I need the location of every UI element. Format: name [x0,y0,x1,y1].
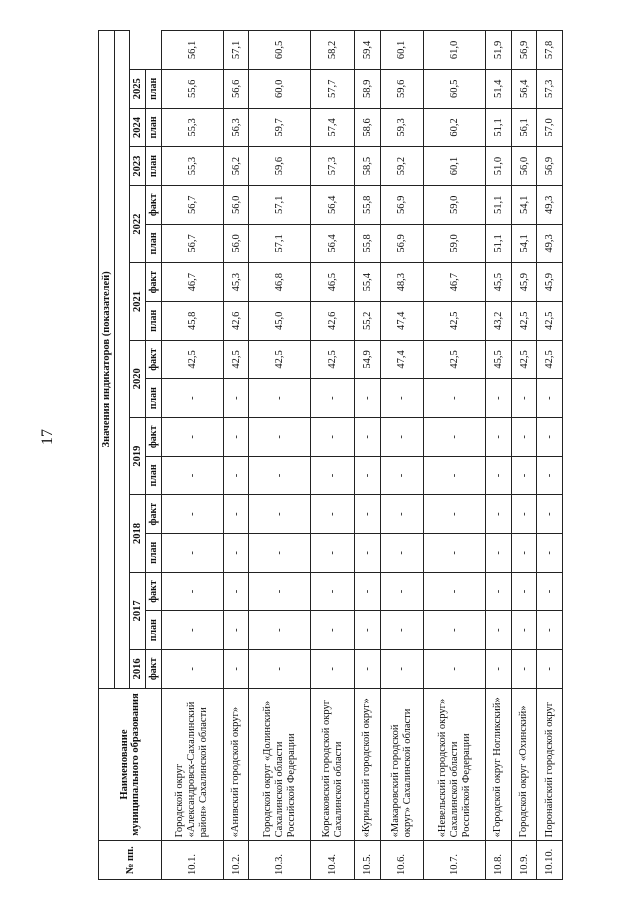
indicator-value: - [511,495,537,534]
indicator-value: 55,2 [354,301,380,340]
indicator-value: - [486,572,512,611]
indicator-value: - [537,379,563,418]
indicator-value: - [249,572,311,611]
indicator-value: - [424,572,486,611]
indicator-value: - [223,650,249,689]
indicator-value: - [354,379,380,418]
indicator-value: 57,1 [249,185,311,224]
header-plan: план [146,456,162,495]
row-number: 10.9. [511,841,537,880]
indicator-value: 59,6 [249,147,311,186]
indicator-value: - [311,456,355,495]
indicator-value: 57,8 [537,31,563,70]
indicator-value: - [511,572,537,611]
indicator-value: 56,2 [223,147,249,186]
indicator-value: - [537,456,563,495]
indicator-value: - [511,379,537,418]
indicator-value: 60,5 [424,69,486,108]
header-year-2021: 2021 [130,263,146,340]
indicator-value: 57,3 [537,69,563,108]
indicator-value: 49,3 [537,185,563,224]
indicator-value: - [354,456,380,495]
indicator-value: - [424,650,486,689]
indicator-value: - [162,417,224,456]
indicator-value: - [537,650,563,689]
indicator-value: - [486,611,512,650]
indicator-value: - [424,611,486,650]
indicator-value: - [424,456,486,495]
indicator-value: - [162,379,224,418]
header-plan: план [146,224,162,263]
table-row [249,31,311,880]
header-plan: план [146,533,162,572]
indicator-value: 58,6 [354,108,380,147]
row-number: 10.5. [354,841,380,880]
indicator-value: 45,0 [249,301,311,340]
table-body [162,31,563,880]
indicator-value: 45,5 [486,263,512,302]
indicator-value: 51,1 [486,108,512,147]
header-num: № пп. [99,841,162,880]
row-number: 10.3. [249,841,311,880]
indicator-value: - [424,533,486,572]
indicator-value: 61,0 [424,31,486,70]
row-number: 10.4. [311,841,355,880]
indicator-value: - [354,495,380,534]
indicator-value: - [249,417,311,456]
indicator-value: 57,1 [223,31,249,70]
indicator-value: 59,7 [249,108,311,147]
indicator-value: 56,7 [162,224,224,263]
indicator-value: 42,5 [424,340,486,379]
indicator-value: - [486,456,512,495]
indicator-value: 42,5 [537,340,563,379]
indicator-value: - [223,417,249,456]
header-fact: факт [146,650,162,689]
indicator-value: - [223,572,249,611]
header-plan: план [146,379,162,418]
indicator-value: 46,7 [162,263,224,302]
indicator-value: - [223,533,249,572]
indicator-value: - [424,417,486,456]
indicator-value: - [511,650,537,689]
indicator-value: - [162,650,224,689]
municipality-name: «Курильский городской округ» [354,688,380,841]
municipality-name: Городской округ «Александровск-Сахалинский район» Сахалинской области [162,688,224,841]
indicator-value: 45,8 [162,301,224,340]
header-fact: факт [146,572,162,611]
indicator-value: 59,6 [380,69,424,108]
indicator-value: 57,1 [249,224,311,263]
indicator-value: 45,9 [537,263,563,302]
indicator-value: 51,9 [486,31,512,70]
indicator-value: 51,0 [486,147,512,186]
row-number: 10.6. [380,841,424,880]
indicator-value: 47,4 [380,301,424,340]
indicator-value: - [162,533,224,572]
indicator-value: - [311,611,355,650]
indicator-value: - [311,572,355,611]
indicator-value: 56,6 [223,69,249,108]
indicator-value: 60,5 [249,31,311,70]
municipality-name: «Макаровский городской округ» Сахалинской области [380,688,424,841]
indicator-value: 58,2 [311,31,355,70]
indicator-value: - [354,572,380,611]
table-row [486,31,512,880]
row-number: 10.10. [537,841,563,880]
indicator-value: - [424,495,486,534]
header-plan: план [146,611,162,650]
indicator-value: 57,4 [311,108,355,147]
indicator-value: - [162,572,224,611]
table-row [511,31,537,880]
indicator-value: 56,7 [162,185,224,224]
indicator-value: 48,3 [380,263,424,302]
indicator-value: - [511,533,537,572]
header-year-2022: 2022 [130,185,146,262]
indicator-value: - [223,456,249,495]
header-values-group: Значения индикаторов (показателей) [99,31,115,689]
row-number: 10.8. [486,841,512,880]
indicator-value: 42,5 [162,340,224,379]
indicator-value: - [380,495,424,534]
indicator-value: 43,2 [486,301,512,340]
indicator-value: 46,5 [311,263,355,302]
indicator-value: 56,9 [380,224,424,263]
indicator-value: 45,5 [486,340,512,379]
table-row [537,31,563,880]
indicator-value: 54,1 [511,185,537,224]
indicator-value: 42,5 [223,340,249,379]
municipality-name: «Анивский городской округ» [223,688,249,841]
header-fact: факт [146,340,162,379]
indicator-value: 56,1 [162,31,224,70]
indicator-value: 42,5 [424,301,486,340]
indicator-value: 42,5 [511,340,537,379]
page-number: 17 [39,429,56,445]
indicator-value: 54,1 [511,224,537,263]
table-row [354,31,380,880]
header-fact: факт [146,417,162,456]
header-name: Наименование муниципального образования [99,688,162,841]
indicator-value: 56,4 [511,69,537,108]
municipality-name: Поронайский городской округ [537,688,563,841]
indicator-value: 51,1 [486,224,512,263]
indicator-value: 56,9 [380,185,424,224]
indicator-value: 60,1 [380,31,424,70]
header-year-2020: 2020 [130,340,146,417]
indicator-value: 54,9 [354,340,380,379]
indicator-value: - [162,456,224,495]
indicator-value: 45,9 [511,263,537,302]
indicator-value: - [424,379,486,418]
indicator-value: 56,4 [311,185,355,224]
indicator-value: 55,8 [354,185,380,224]
table-row [223,31,249,880]
indicator-value: - [486,533,512,572]
indicator-value: - [249,379,311,418]
header-spacer [115,31,130,689]
municipality-name: Городской округ «Охинский» [511,688,537,841]
indicator-value: 49,3 [537,224,563,263]
indicator-value: 51,4 [486,69,512,108]
header-fact: факт [146,185,162,224]
table-row [311,31,355,880]
indicator-value: 56,4 [311,224,355,263]
row-number: 10.1. [162,841,224,880]
header-year-2016: 2016 [130,650,146,689]
indicator-value: 56,0 [223,224,249,263]
indicator-value: - [162,611,224,650]
header-plan: план [146,301,162,340]
indicator-value: - [511,417,537,456]
table-row [424,31,486,880]
indicator-value: - [354,533,380,572]
indicator-value: 56,1 [511,108,537,147]
header-year-2024: 2024 [130,108,146,147]
indicator-value: 55,3 [162,108,224,147]
indicator-value: - [486,495,512,534]
indicator-value: - [354,417,380,456]
indicator-value: 45,3 [223,263,249,302]
rotated-table-container [98,30,563,880]
indicator-value: 42,5 [511,301,537,340]
indicator-value: 56,0 [511,147,537,186]
indicator-value: 42,6 [311,301,355,340]
indicator-value: - [380,533,424,572]
indicator-value: - [380,379,424,418]
indicator-value: 55,3 [162,147,224,186]
indicator-value: 60,2 [424,108,486,147]
indicator-value: - [354,650,380,689]
indicator-value: - [380,650,424,689]
indicator-value: 55,8 [354,224,380,263]
indicator-value: 42,5 [311,340,355,379]
indicator-value: 59,4 [354,31,380,70]
indicator-value: 42,6 [223,301,249,340]
indicator-value: - [223,379,249,418]
header-year-2017: 2017 [130,572,146,649]
indicator-value: - [380,417,424,456]
indicator-value: - [380,572,424,611]
indicator-value: 58,9 [354,69,380,108]
header-plan: план [146,108,162,147]
indicator-value: - [380,611,424,650]
indicator-value: 60,1 [424,147,486,186]
indicator-value: - [486,417,512,456]
indicator-value: - [311,379,355,418]
header-plan: план [146,147,162,186]
indicator-value: 47,4 [380,340,424,379]
indicator-value: - [537,495,563,534]
municipality-name: «Невельский городской округ» Сахалинской области Российской Федерации [424,688,486,841]
indicator-value: - [249,495,311,534]
indicator-value: 56,9 [537,147,563,186]
indicator-value: 57,3 [311,147,355,186]
indicator-value: 57,7 [311,69,355,108]
header-year-2025: 2025 [130,69,146,108]
indicator-value: 59,0 [424,185,486,224]
header-fact: факт [146,263,162,302]
indicator-value: - [311,417,355,456]
indicator-value: - [380,456,424,495]
municipality-name: Корсаковский городской округ Сахалинской области [311,688,355,841]
indicator-value: 46,8 [249,263,311,302]
indicator-value: 56,9 [511,31,537,70]
indicator-value: - [537,533,563,572]
indicator-value: 57,0 [537,108,563,147]
header-year-2019: 2019 [130,417,146,494]
indicator-value: - [249,650,311,689]
indicator-value: 59,0 [424,224,486,263]
indicator-value: 59,2 [380,147,424,186]
header-year-2018: 2018 [130,495,146,572]
indicator-value: - [486,379,512,418]
indicator-value: 42,5 [249,340,311,379]
header-year-2023: 2023 [130,147,146,186]
indicator-value: - [537,611,563,650]
indicator-value: 55,4 [354,263,380,302]
municipality-name: Городской округ «Долинский» Сахалинской области Российской Федерации [249,688,311,841]
indicator-value: 59,3 [380,108,424,147]
indicator-value: - [223,611,249,650]
header-plan: план [146,69,162,108]
municipality-name: «Городской округ Ногликский» [486,688,512,841]
indicator-value: - [511,456,537,495]
indicator-value: 51,1 [486,185,512,224]
indicator-value: - [537,572,563,611]
row-number: 10.7. [424,841,486,880]
indicator-value: 46,7 [424,263,486,302]
row-number: 10.2. [223,841,249,880]
indicator-value: 55,6 [162,69,224,108]
indicator-value: - [223,495,249,534]
indicator-value: - [311,650,355,689]
header-fact: факт [146,495,162,534]
indicator-value: - [249,456,311,495]
indicator-value: - [162,495,224,534]
table-row [162,31,224,880]
indicator-value: - [311,495,355,534]
table-row [380,31,424,880]
indicator-value: 58,5 [354,147,380,186]
indicator-value: - [486,650,512,689]
indicator-value: - [311,533,355,572]
indicator-value: - [249,533,311,572]
indicator-value: - [511,611,537,650]
indicator-value: 60,0 [249,69,311,108]
indicator-value: - [354,611,380,650]
indicator-value: 56,3 [223,108,249,147]
indicator-value: - [249,611,311,650]
indicator-value: 56,0 [223,185,249,224]
indicator-value: 42,5 [537,301,563,340]
indicators-table [98,30,563,880]
indicator-value: - [537,417,563,456]
